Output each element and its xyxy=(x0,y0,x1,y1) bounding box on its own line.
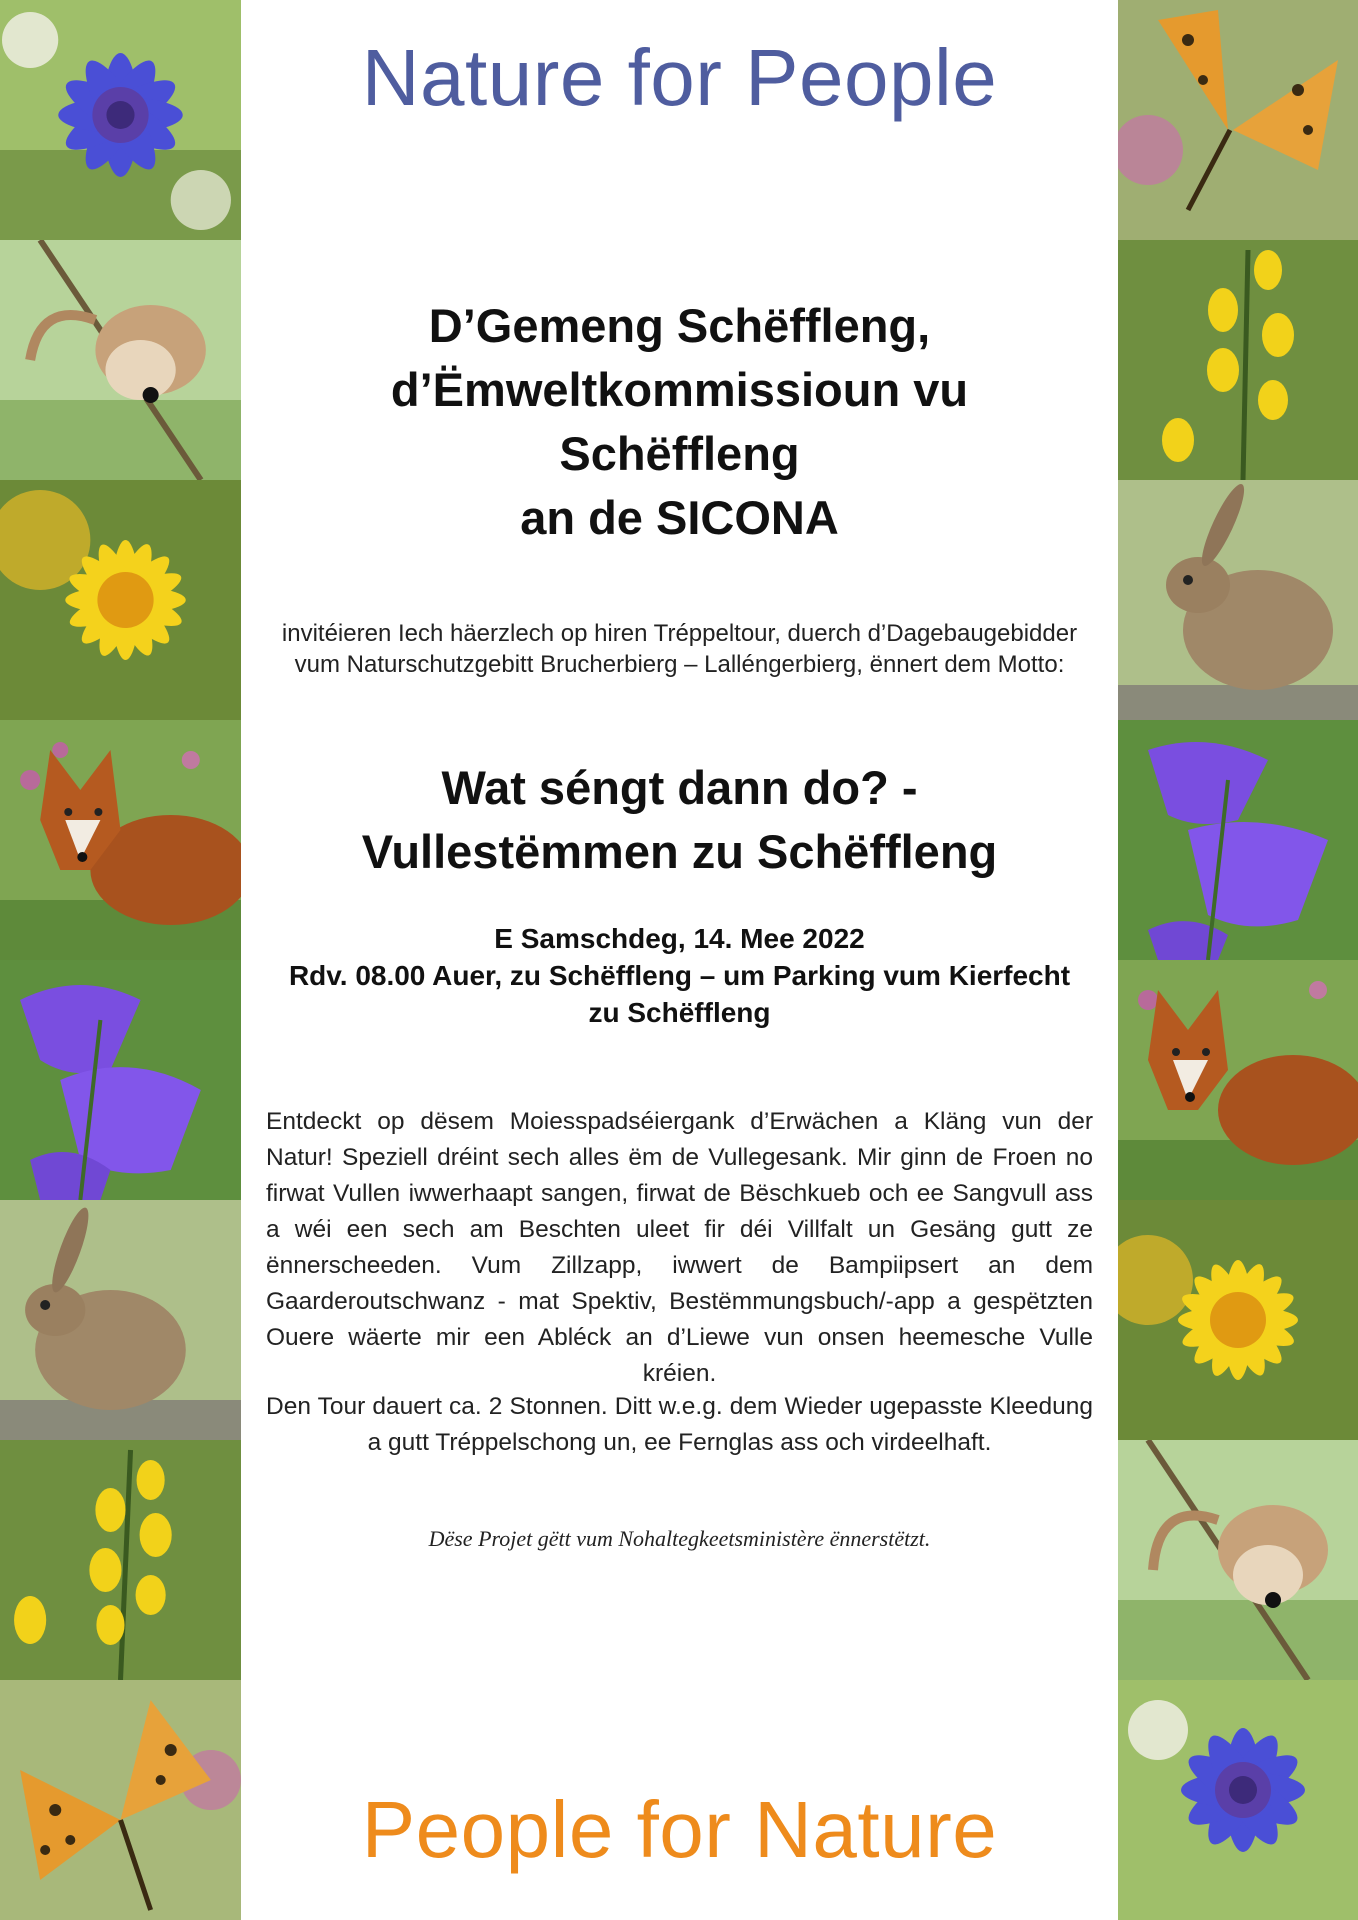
yellow-daisy-photo xyxy=(0,480,241,720)
bellflower-photo xyxy=(1118,720,1358,960)
hare-photo xyxy=(0,1200,241,1440)
broom-flower-photo xyxy=(1118,240,1358,480)
hare-photo xyxy=(1118,480,1358,720)
motto-line: Vullestëmmen zu Schëffleng xyxy=(361,825,998,878)
meeting-point: zu Schëffleng xyxy=(588,997,771,1028)
fox-photo xyxy=(1118,960,1358,1200)
flyer-content xyxy=(241,0,1118,1920)
sponsor-note: Dëse Projet gëtt vum Nohaltegkeetsministère ënnerstëtzt. xyxy=(428,1526,931,1551)
invitation-text: invitéieren Iech häerzlech op hiren Tréppeltour, duerch d’Dagebaugebidder vum Naturschutzgebitt Brucherbierg – Lalléngerbierg, ënnert dem Motto: xyxy=(281,620,1078,678)
broom-flower-photo xyxy=(0,1440,241,1680)
organizers-line: d’Ëmweltkommissioun vu xyxy=(390,363,969,416)
description-paragraph: Entdeckt op dësem Moiesspadséiergank d’Erwächen a Kläng vun der Natur! Speziell dréint sech alles ëm de Vullegesank. Mir ginn de Froen no firwat Vullen iwwerhaapt sangen, firwat de Bëschkueb och ee Sangvull ass a wéi een sech am Beschten uleet fir déi Villfalt un Gesäng gutt ze ënnerscheeden. Vum Zillzapp, iwwert de Bampiipsert an dem Gaarderoutschwanz - mat Spektiv, Bestëmmungsbuch/-app a gespëtzten Ouere wäerte mir een Abléck an d’Liewe vun onsen heemesche Vulle kréien. xyxy=(266,1108,1093,1387)
dormouse-photo xyxy=(1118,1440,1358,1680)
cornflower-photo xyxy=(0,0,241,240)
motto-line: Wat séngt dann do? - xyxy=(441,761,918,814)
cornflower-photo xyxy=(1118,1680,1358,1920)
event-date: E Samschdeg, 14. Mee 2022 xyxy=(494,923,865,954)
yellow-daisy-photo xyxy=(1118,1200,1358,1440)
event-details xyxy=(266,920,1093,1031)
right-photo-column xyxy=(1118,0,1358,1920)
left-photo-column xyxy=(0,0,241,1920)
motto-heading xyxy=(241,756,1118,884)
fritillary-butterfly-photo xyxy=(1118,0,1358,240)
dormouse-photo xyxy=(0,240,241,480)
header-title: Nature for People xyxy=(361,33,998,122)
fritillary-butterfly-photo xyxy=(0,1680,241,1920)
practical-info-paragraph: Den Tour dauert ca. 2 Stonnen. Ditt w.e.g. dem Wieder ugepasste Kleedung a gutt Tréppelschong un, ee Fernglas ass och virdeelhaft. xyxy=(266,1393,1093,1456)
bellflower-photo xyxy=(0,960,241,1200)
organizers-line: an de SICONA xyxy=(520,491,839,544)
organizers-heading xyxy=(241,294,1118,550)
meeting-point: Rdv. 08.00 Auer, zu Schëffleng – um Parking vum Kierfecht xyxy=(288,960,1071,991)
footer-title: People for Nature xyxy=(361,1785,998,1874)
organizers-line: Schëffleng xyxy=(559,427,800,480)
fox-photo xyxy=(0,720,241,960)
organizers-line: D’Gemeng Schëffleng, xyxy=(428,299,931,352)
